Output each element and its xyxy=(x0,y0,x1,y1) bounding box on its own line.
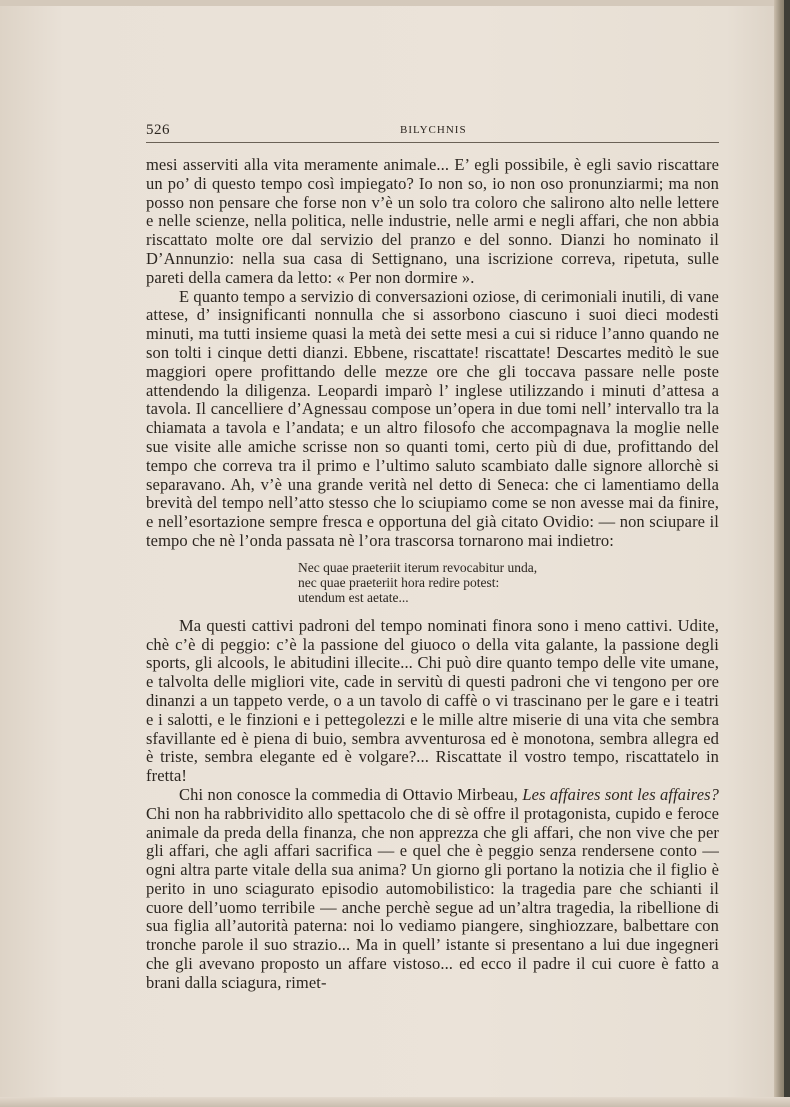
latin-quotation xyxy=(298,560,719,605)
page-number: 526 xyxy=(146,122,170,138)
quote-line: utendum est aetate... xyxy=(298,589,409,605)
paragraph-4-lead: Chi non conosce la commedia di Ottavio Mirbeau, xyxy=(179,784,523,804)
page-top-edge xyxy=(0,0,790,6)
paragraph-4-rest: Chi non ha rabbrividito allo spettacolo che di sè offre il protagonista, cupido e feroce animale da preda della finanza, che non apprezza che gli affari, che non vive che per gli affari, che agli affari sacrifica — e quel che è peggio senza rendersene conto — ogni altra parte vitale della sua anima? Un giorno gli portano la notizia che il figlio è perito in uno sciagurato episodio automobilistico: la tragedia pare che schianti il cuore dell’uomo terribile — anche perchè segue ad un’altra tragedia, la ribellione di sua figlia all’autorità paterna: noi lo vediamo piangere, singhiozzare, balbettare con tronche parole il suo strazio... Ma in quell’ istante si presentano a lui due ingegneri che gli avevano proposto un affare vistoso... ed ecco il padre il cui cuore è fatto a brani dalla sciagura, rimet- xyxy=(146,803,719,992)
paragraph-2: E quanto tempo a servizio di conversazioni oziose, di cerimoniali inutili, di vane attese, d’ insignificanti nonnulla che si assorbono ciascuno i suoi dieci modesti minuti, ma tutti insieme quasi la metà dei sette mesi a cui si riduce l’anno quando ne son tolti i cinque detti dianzi. Ebbene, riscattate! riscattate! Descartes meditò le sue maggiori opere profittando delle mezze ore che gli toccava passare nelle poste attendendo la diligenza. Leopardi imparò l’ inglese utilizzando i minuti d’attesa a tavola. Il cancelliere d’Agnessau compose un’opera in due tomi nell’ intervallo tra la chiamata a tavola e l’andata; e un altro filosofo che accompagnava la moglie nelle sue visite alle amiche scrisse non so quanti tomi, certo più di due, profittando del tempo che correva tra il primo e l’ultimo saluto scambiato dalle signore allorchè si separavano. Ah, v’è una grande verità nel detto di Seneca: che ci lamentiamo della brevità del tempo nell’atto stesso che lo sciupiamo come se non avesse mai da finire, e nell’esortazione sempre fresca e opportuna del già citato Ovidio: — non sciupare il tempo che nè l’onda passata nè l’ora trascorsa tornarono mai indietro: xyxy=(146,286,719,550)
running-title: BILYCHNIS xyxy=(400,124,467,136)
paragraph-4 xyxy=(146,786,719,993)
running-head xyxy=(146,120,719,143)
paragraph-1: mesi asserviti alla vita meramente animale... E’ egli possibile, è egli savio riscattare un po’ di questo tempo così impiegato? Io non so, io non oso pronunziarmi; ma non posso non pensare che forse non v’è un solo tra coloro che salirono alto nelle lettere e nelle scienze, nella politica, nelle industrie, nelle armi e negli affari, che non abbia riscattato molte ore dal servizio del pranzo e del sonno. Dianzi ho nominato il D’Annunzio: nella sua casa di Settignano, una iscrizione correva, ripetuta, sulle pareti della camera da letto: « Per non dormire ». xyxy=(146,155,719,287)
book-spine-edge xyxy=(774,0,790,1107)
quote-line: nec quae praeteriit hora redire potest: xyxy=(298,574,500,590)
body-text xyxy=(146,156,719,993)
play-title: Les affaires sont les affaires? xyxy=(522,784,719,804)
paragraph-3: Ma questi cattivi padroni del tempo nominati finora sono i meno cattivi. Udite, chè c’è di peggio: c’è la passione del giuoco o della vita galante, la passione degli sports, gli alcools, le abitudini illecite... Chi può dire quanto tempo delle vite umane, e talvolta delle migliori vite, cade in servitù di questi padroni che vi tengono per ore dinanzi a un tappeto verde, o a un tavolo di caffè o vi trascinano per le gare e i teatri e i salotti, e le finzioni e i pettegolezzi e le mille altre miserie di una vita che sembra sfavillante ed è piena di buio, sembra avventurosa ed è monotona, sembra allegra ed è triste, sembra elegante ed è volgare?... Riscattate il vostro tempo, riscattatelo in fretta! xyxy=(146,615,719,786)
page-bottom-edge xyxy=(0,1097,790,1107)
quote-line: Nec quae praeteriit iterum revocabitur unda, xyxy=(298,559,538,575)
binding-strip xyxy=(784,0,790,1107)
